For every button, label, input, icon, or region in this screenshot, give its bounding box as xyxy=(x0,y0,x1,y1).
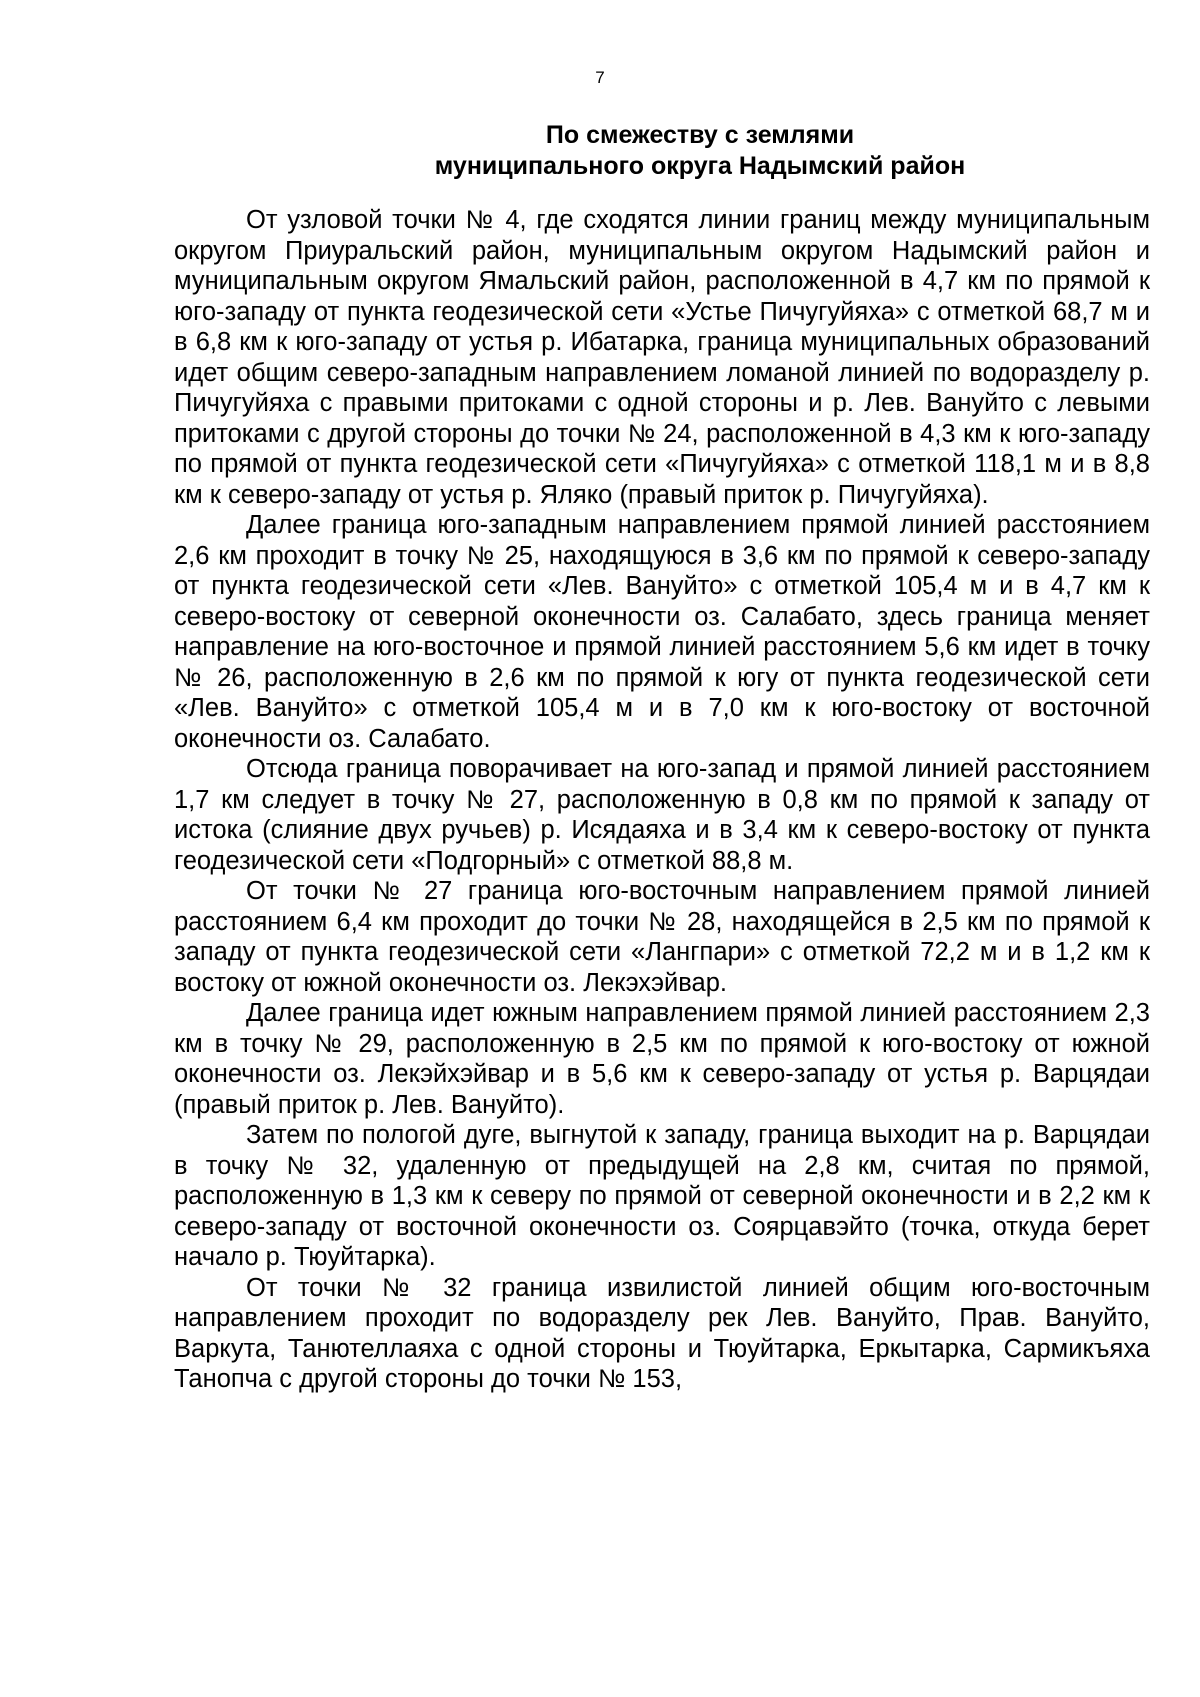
paragraph: От узловой точки № 4, где сходятся линии границ между муниципальным округом Приуральский район, муниципальным округом Надымский район и муниципальным округом Ямальский район, расположенной в 4,7 км по прямой к юго-западу от пункта геодезической сети «Устье Пичугуйяха» с отметкой 68,7 м и в 6,8 км к юго-западу от устья р. Ибатарка, граница муниципальных образований идет общим северо-западным направлением ломаной линией по водоразделу р. Пичугуйяха с правыми притоками с одной стороны и р. Лев. Вануйто с левыми притоками с другой стороны до точки № 24, расположенной в 4,3 км к юго-западу по прямой от пункта геодезической сети «Пичугуйяха» с отметкой 118,1 м и в 8,8 км к северо-западу от устья р. Яляко (правый приток р. Пичугуйяха). xyxy=(174,206,1150,509)
section-heading-line-2: муниципального округа Надымский район xyxy=(434,152,966,180)
section-heading-line-1: По смежеству с землями xyxy=(545,121,855,149)
paragraph: Затем по пологой дуге, выгнутой к западу, граница выходит на р. Варцядаи в точку № 32, удаленную от предыдущей на 2,8 км, считая по прямой, расположенную в 1,3 км к северу по прямой от северной оконечности и в 2,2 км к северо-западу от восточной оконечности оз. Соярцавэйто (точка, откуда берет начало р. Тюуйтарка). xyxy=(174,1121,1150,1271)
paragraph: Отсюда граница поворачивает на юго-запад и прямой линией расстоянием 1,7 км следует в точку № 27, расположенную в 0,8 км по прямой к западу от истока (слияние двух ручьев) р. Исядаяха и в 3,4 км к северо-востоку от пункта геодезической сети «Подгорный» с отметкой 88,8 м. xyxy=(174,755,1150,875)
paragraph: Далее граница идет южным направлением прямой линией расстоянием 2,3 км в точку № 29, расположенную в 2,5 км по прямой к юго-востоку от южной оконечности оз. Лекэйхэйвар и в 5,6 км к северо-западу от устья р. Варцядаи (правый приток р. Лев. Вануйто). xyxy=(174,999,1150,1119)
document-body xyxy=(174,205,1150,1395)
page-number: 7 xyxy=(595,68,605,87)
section-heading xyxy=(300,120,1100,182)
paragraph: Далее граница юго-западным направлением прямой линией расстоянием 2,6 км проходит в точку № 25, находящуюся в 3,6 км по прямой к северо-западу от пункта геодезической сети «Лев. Вануйто» с отметкой 105,4 м и в 4,7 км к северо-востоку от северной оконечности оз. Салабато, здесь граница меняет направление на юго-восточное и прямой линией расстоянием 5,6 км идет в точку № 26, расположенную в 2,6 км по прямой к югу от пункта геодезической сети «Лев. Вануйто» с отметкой 105,4 м и в 7,0 км к юго-востоку от восточной оконечности оз. Салабато. xyxy=(174,511,1150,753)
paragraph: От точки № 27 граница юго-восточным направлением прямой линией расстоянием 6,4 км проходит до точки № 28, находящейся в 2,5 км по прямой к западу от пункта геодезической сети «Лангпари» с отметкой 72,2 м и в 1,2 км к востоку от южной оконечности оз. Лекэхэйвар. xyxy=(174,877,1150,997)
paragraph: От точки № 32 граница извилистой линией общим юго-восточным направлением проходит по водоразделу рек Лев. Вануйто, Прав. Вануйто, Варкута, Танютеллаяха с одной стороны и Тюуйтарка, Еркытарка, Сармикъяха Танопча с другой стороны до точки № 153, xyxy=(174,1273,1150,1393)
